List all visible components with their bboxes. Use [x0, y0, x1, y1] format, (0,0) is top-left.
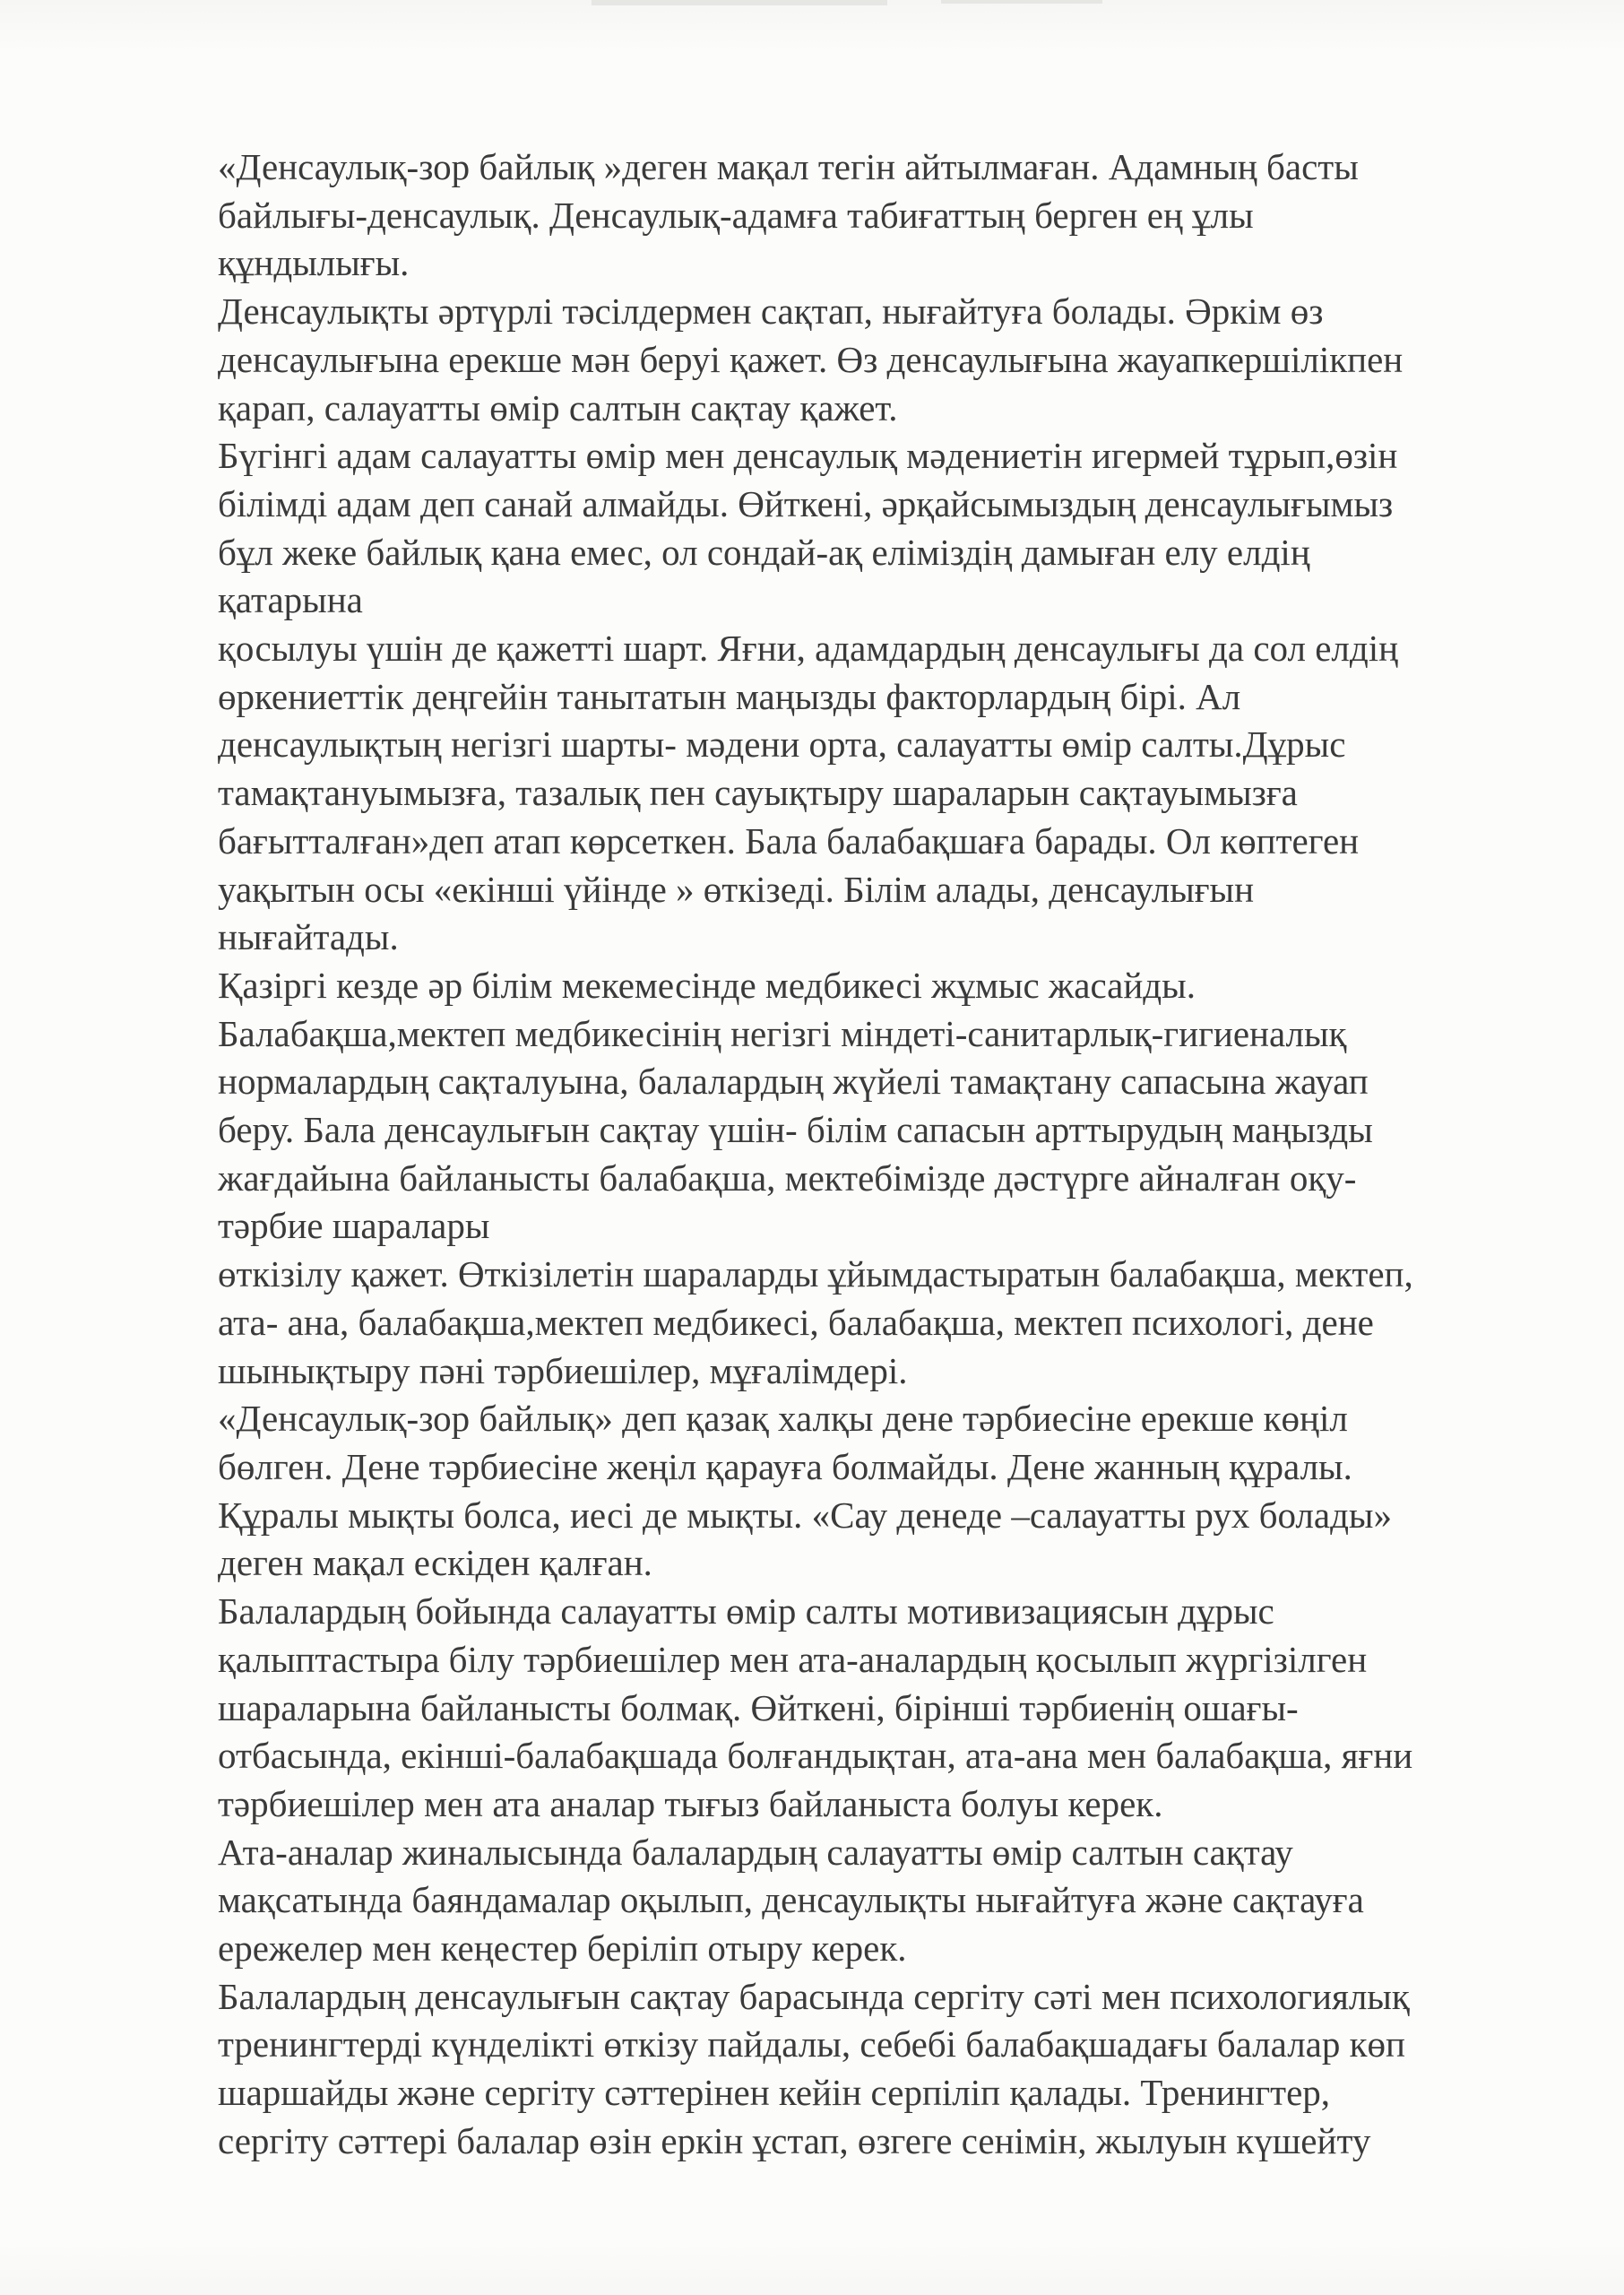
text-line: тренингтерді күнделікті өткізу пайдалы, себебі балабақшадағы балалар көп — [218, 2023, 1405, 2066]
text-line: құндылығы. — [218, 242, 410, 284]
text-line: жағдайына байланысты балабақша, мектебімізде дәстүрге айналған оқу- — [218, 1156, 1357, 1199]
text-line: Балалардың денсаулығын сақтау барасында сергіту сәті мен психологиялық — [218, 1975, 1410, 2017]
text-line: білімді адам деп санай алмайды. Өйткені, әрқайсымыздың денсаулығымыз — [218, 482, 1394, 524]
text-line: ата- ана, балабақша,мектеп медбикесі, балабақша, мектеп психологі, дене — [218, 1301, 1374, 1343]
text-line: Балабақша,мектеп медбикесінің негізгі міндеті-санитарлық-гигиеналық — [218, 1012, 1347, 1054]
text-line: тәрбие шаралары — [218, 1205, 490, 1247]
text-line: уақытын осы «екінші үйінде » өткізеді. Білім алады, денсаулығын — [218, 868, 1255, 910]
text-line: ережелер мен кеңестер беріліп отыру керек. — [218, 1927, 907, 1970]
text-line: тамақтануымызға, тазалық пен сауықтыру шараларын сақтауымызға — [218, 772, 1298, 814]
text-line: сергіту сәттері балалар өзін еркін ұстап, өзгеге сенімін, жылуын күшейту — [218, 2119, 1371, 2161]
text-line: мақсатында баяндамалар оқылып, денсаулықты нығайтуға және сақтауға — [218, 1879, 1364, 1921]
text-line: «Денсаулық-зор байлық» деп қазақ халқы дене тәрбиесіне ерекше көңіл — [218, 1398, 1348, 1440]
text-line: өткізілу қажет. Өткізілетін шараларды ұйымдастыратын балабақша, мектеп, — [218, 1253, 1413, 1295]
text-line: денсаулықтың негізгі шарты- мәдени орта, салауатты өмір салты.Дұрыс — [218, 723, 1346, 766]
text-line: Денсаулықты әртүрлі тәсілдермен сақтап, нығайтуға болады. Әркім өз — [218, 290, 1324, 333]
text-line: деген мақал ескіден қалған. — [218, 1542, 652, 1584]
text-line: өркениеттік деңгейін танытатын маңызды факторлардың бірі. Ал — [218, 675, 1241, 717]
text-line: отбасында, екінші-балабақшада болғандықтан, ата-ана мен балабақша, яғни — [218, 1735, 1413, 1777]
text-line: бағытталған»деп атап көрсеткен. Бала балабақшаға барады. Ол көптеген — [218, 819, 1360, 862]
text-line: қосылуы үшін де қажетті шарт. Яғни, адамдардың денсаулығы да сол елдің — [218, 628, 1399, 670]
text-line: Ата-аналар жиналысында балалардың салауатты өмір салтын сақтау — [218, 1831, 1293, 1873]
text-line: Қазіргі кезде әр білім мекемесінде медбикесі жұмыс жасайды. — [218, 964, 1196, 1006]
text-line: шараларына байланысты болмақ. Өйткені, бірінші тәрбиенің ошағы- — [218, 1686, 1299, 1728]
scan-artifact — [592, 0, 887, 5]
text-line: бөлген. Дене тәрбиесіне жеңіл қарауға болмайды. Дене жанның құралы. — [218, 1445, 1352, 1487]
text-line: Құралы мықты болса, иесі де мықты. «Сау денеде –салауатты рух болады» — [218, 1494, 1392, 1536]
text-line: шынықтыру пәні тәрбиешілер, мұғалімдері. — [218, 1349, 908, 1391]
document-body — [218, 143, 1473, 2166]
text-line: қарап, салауатты өмір салтын сақтау қажет. — [218, 386, 898, 429]
text-line: қалыптастыра білу тәрбиешілер мен ата-аналардың қосылып жүргізілген — [218, 1638, 1368, 1680]
text-line: Бүгінгі адам салауатты өмір мен денсаулық мәдениетін игермей тұрып,өзін — [218, 435, 1398, 477]
text-line: денсаулығына ерекше мән беруі қажет. Өз денсаулығына жауапкершілікпен — [218, 338, 1404, 380]
text-line: бұл жеке байлық қана емес, ол сондай-ақ еліміздің дамыған елу елдің — [218, 531, 1310, 573]
scan-artifact — [941, 0, 1102, 4]
text-line: байлығы-денсаулық. Денсаулық-адамға табиғаттың берген ең ұлы — [218, 194, 1254, 236]
text-line: нормалардың сақталуына, балалардың жүйелі тамақтану сапасына жауап — [218, 1061, 1369, 1103]
text-line: беру. Бала денсаулығын сақтау үшін- білім сапасын арттырудың маңызды — [218, 1109, 1373, 1151]
text-line: «Денсаулық-зор байлық »деген мақал тегін айтылмаған. Адамның басты — [218, 146, 1359, 187]
text-line: тәрбиешілер мен ата аналар тығыз байланыста болуы керек. — [218, 1782, 1163, 1824]
text-line: Балалардың бойында салауатты өмір салты мотивизациясын дұрыс — [218, 1590, 1274, 1632]
text-line: шаршайды және сергіту сәттерінен кейін серпіліп қалады. Тренингтер, — [218, 2072, 1331, 2114]
text-line: нығайтады. — [218, 916, 399, 958]
text-line: қатарына — [218, 579, 363, 621]
